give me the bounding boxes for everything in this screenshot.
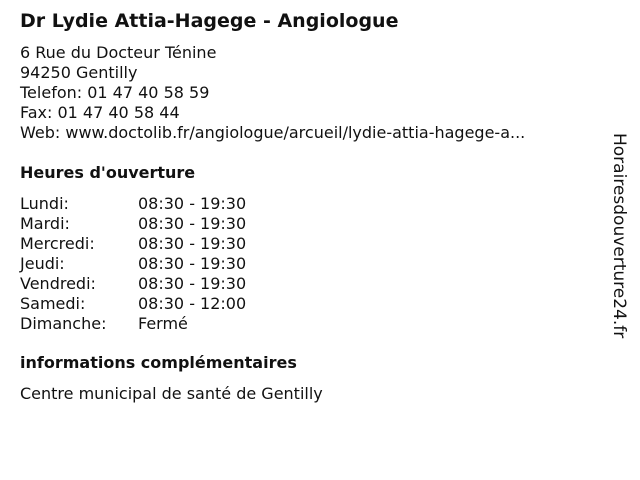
hours-row-wednesday xyxy=(20,234,246,254)
brand-label: Horairesdouverture24.fr xyxy=(609,133,629,339)
additional-info-text: Centre municipal de santé de Gentilly xyxy=(20,384,323,403)
day-label: Jeudi: xyxy=(20,254,65,273)
time-range: Fermé xyxy=(138,314,188,333)
opening-hours-heading: Heures d'ouverture xyxy=(20,163,196,182)
day-label: Vendredi: xyxy=(20,274,96,293)
address-block xyxy=(20,43,525,143)
hours-row-thursday xyxy=(20,254,246,274)
postal-city: 94250 Gentilly xyxy=(20,63,138,82)
day-label: Mardi: xyxy=(20,214,70,233)
hours-row-monday xyxy=(20,194,246,214)
time-range: 08:30 - 19:30 xyxy=(138,254,247,273)
page-title: Dr Lydie Attia-Hagege - Angiologue xyxy=(20,10,399,32)
fax-number: Fax: 01 47 40 58 44 xyxy=(20,103,180,122)
hours-row-tuesday xyxy=(20,214,246,234)
additional-info-heading: informations complémentaires xyxy=(20,353,297,372)
time-range: 08:30 - 19:30 xyxy=(138,234,247,253)
phone-number: Telefon: 01 47 40 58 59 xyxy=(20,83,210,102)
street-address: 6 Rue du Docteur Ténine xyxy=(20,43,217,62)
site-brand-vertical xyxy=(598,133,640,378)
day-label: Mercredi: xyxy=(20,234,95,253)
hours-row-friday xyxy=(20,274,246,294)
day-label: Dimanche: xyxy=(20,314,107,333)
opening-hours-list xyxy=(20,194,246,334)
time-range: 08:30 - 19:30 xyxy=(138,194,247,213)
time-range: 08:30 - 19:30 xyxy=(138,214,247,233)
time-range: 08:30 - 19:30 xyxy=(138,274,247,293)
day-label: Samedi: xyxy=(20,294,86,313)
hours-row-saturday xyxy=(20,294,246,314)
hours-row-sunday xyxy=(20,314,246,334)
time-range: 08:30 - 12:00 xyxy=(138,294,247,313)
website-url: Web: www.doctolib.fr/angiologue/arcueil/lydie-attia-hagege-a... xyxy=(20,123,526,142)
day-label: Lundi: xyxy=(20,194,69,213)
